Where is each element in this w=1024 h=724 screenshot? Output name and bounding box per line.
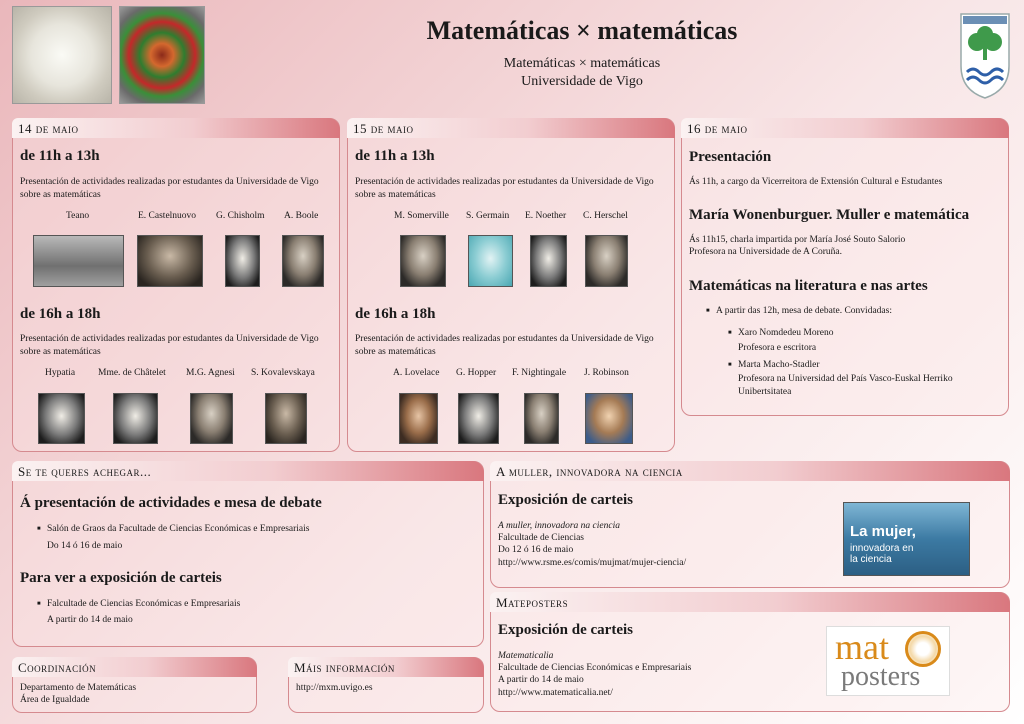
day15-session1-time: de 11h a 13h: [355, 148, 435, 164]
mujer-poster-image: [843, 502, 970, 576]
mujer-poster-line2: innovadora en: [850, 543, 914, 554]
achegar-location2: ■ Falcultade de Ciencias Económicas e Empresariais: [47, 598, 240, 611]
day14-session2-time: de 16h a 18h: [20, 306, 101, 322]
noether-photo: [530, 235, 567, 287]
origami-star-image: [12, 6, 112, 104]
guest1-name: ■ Xaro Nomdedeu Moreno: [738, 327, 834, 340]
day16-talk-text: Ás 11h15, charla impartida por María José Souto Salorio: [689, 235, 906, 245]
guest1-role: Profesora e escritora: [738, 343, 817, 353]
coordinacion-area: Área de Igualdade: [20, 695, 90, 705]
hypatia-photo: [38, 393, 85, 444]
achegar-dates2: A partir do 14 de maio: [47, 615, 133, 625]
nightingale-photo: [524, 393, 559, 444]
muller-dates: Do 12 ó 16 de maio: [498, 545, 574, 555]
mateposters-name: Matematicalia: [498, 651, 554, 661]
name-label: G. Hopper: [456, 368, 497, 378]
day16-heading-presentation: Presentación: [689, 149, 772, 165]
day16-debate-bullet: ■ A partir das 12h, mesa de debate. Convidadas:: [716, 305, 892, 318]
mateposters-logo-top: mat: [835, 627, 889, 667]
day16-tab: 16 de maio: [681, 118, 1009, 138]
day14-session1-desc: Presentación de actividades realizadas por estudantes da Universidade de Vigo sobre as matemáticas: [20, 177, 319, 200]
name-label: S. Kovalevskaya: [251, 368, 315, 378]
lovelace-photo: [399, 393, 438, 444]
name-label: M.G. Agnesi: [186, 368, 235, 378]
chatelet-photo: [113, 393, 158, 444]
muller-url[interactable]: http://www.rsme.es/comis/mujmat/mujer-ciencia/: [498, 558, 687, 568]
agnesi-photo: [190, 393, 233, 444]
name-label: Hypatia: [45, 368, 76, 378]
coordinacion-tab: Coordinación: [12, 657, 257, 677]
name-label: E. Castelnuovo: [138, 211, 197, 221]
mujer-poster-line1: La mujer,: [850, 523, 916, 540]
name-label: E. Noether: [525, 211, 567, 221]
name-label: S. Germain: [466, 211, 510, 221]
achegar-heading-debate: Á presentación de actividades e mesa de debate: [20, 495, 322, 511]
page-title: Matemáticas × matemáticas: [426, 16, 738, 45]
muller-exhibition-name: A muller, innovadora na ciencia: [498, 521, 620, 531]
herschel-photo: [585, 235, 628, 287]
name-label: F. Nightingale: [512, 368, 567, 378]
teano-photo: [33, 235, 124, 287]
mateposters-venue: Falcultade de Ciencias Económicas e Empresariais: [498, 663, 692, 673]
day15-tab: 15 de maio: [347, 118, 675, 138]
day16-heading-literature: Matemáticas na literatura e nas artes: [689, 278, 928, 294]
mujer-poster-line3: la ciencia: [850, 554, 892, 565]
mateposters-logo-image: [826, 626, 950, 696]
achegar-heading-exhibition: Para ver a exposición de carteis: [20, 570, 222, 586]
guest2-name: ■ Marta Macho-Stadler: [738, 359, 820, 372]
name-label: A. Lovelace: [393, 368, 440, 378]
day16-talk-affiliation: Profesora na Universidade de A Coruña.: [689, 247, 843, 257]
day15-session2-desc: Presentación de actividades realizadas por estudantes da Universidade de Vigo sobre as matemáticas: [355, 334, 654, 357]
coordinacion-dept: Departamento de Matemáticas: [20, 683, 137, 693]
mateposters-url[interactable]: http://www.matematicalia.net/: [498, 688, 613, 698]
chisholm-photo: [225, 235, 260, 287]
guest2-role: Profesora na Universidad del País Vasco-Euskal Herriko Unibertsitatea: [738, 374, 953, 397]
day14-session2-desc: Presentación de actividades realizadas por estudantes da Universidade de Vigo sobre as matemáticas: [20, 334, 319, 357]
day15-session1-desc: Presentación de actividades realizadas por estudantes da Universidade de Vigo sobre as matemáticas: [355, 177, 654, 200]
university-name: Universidade de Vigo: [521, 74, 643, 89]
name-label: Teano: [66, 211, 90, 221]
day14-session1-time: de 11h a 13h: [20, 148, 100, 164]
name-label: Mme. de Châtelet: [98, 368, 166, 378]
name-label: A. Boole: [284, 211, 319, 221]
somerville-photo: [400, 235, 446, 287]
germain-photo: [468, 235, 513, 287]
achegar-dates1: Do 14 ó 16 de maio: [47, 541, 123, 551]
mateposters-tab: Mateposters: [490, 592, 1010, 612]
university-logo-icon: [957, 10, 1013, 100]
achegar-location1: ■ Salón de Graos da Facultade de Ciencias Económicas e Empresariais: [47, 523, 309, 536]
day15-session2-time: de 16h a 18h: [355, 306, 436, 322]
castelnuovo-photo: [137, 235, 203, 287]
mateposters-heading: Exposición de carteis: [498, 622, 633, 638]
polyhedron-image: [119, 6, 205, 104]
page-subtitle: Matemáticas × matemáticas: [503, 56, 661, 71]
day14-tab: 14 de maio: [12, 118, 340, 138]
name-label: G. Chisholm: [216, 211, 265, 221]
boole-photo: [282, 235, 324, 287]
muller-venue: Falcultade de Ciencias: [498, 533, 584, 543]
day16-presentation-text: Ás 11h, a cargo da Vicerreitora de Extensión Cultural e Estudantes: [689, 177, 943, 187]
kovalevskaya-photo: [265, 393, 307, 444]
achegar-tab: Se te queres achegar...: [12, 461, 484, 481]
mateposters-logo-bottom: posters: [841, 661, 921, 692]
mais-tab: Máis información: [288, 657, 484, 677]
day16-heading-wonenburguer: María Wonenburguer. Muller e matemática: [689, 207, 970, 223]
robinson-photo: [585, 393, 633, 444]
name-label: M. Somerville: [394, 211, 449, 221]
muller-tab: A muller, innovadora na ciencia: [490, 461, 1010, 481]
name-label: C. Herschel: [583, 211, 628, 221]
muller-heading: Exposición de carteis: [498, 492, 633, 508]
mais-url[interactable]: http://mxm.uvigo.es: [296, 683, 373, 693]
name-label: J. Robinson: [584, 368, 629, 378]
hopper-photo: [458, 393, 499, 444]
mateposters-dates: A partir do 14 de maio: [498, 675, 584, 685]
